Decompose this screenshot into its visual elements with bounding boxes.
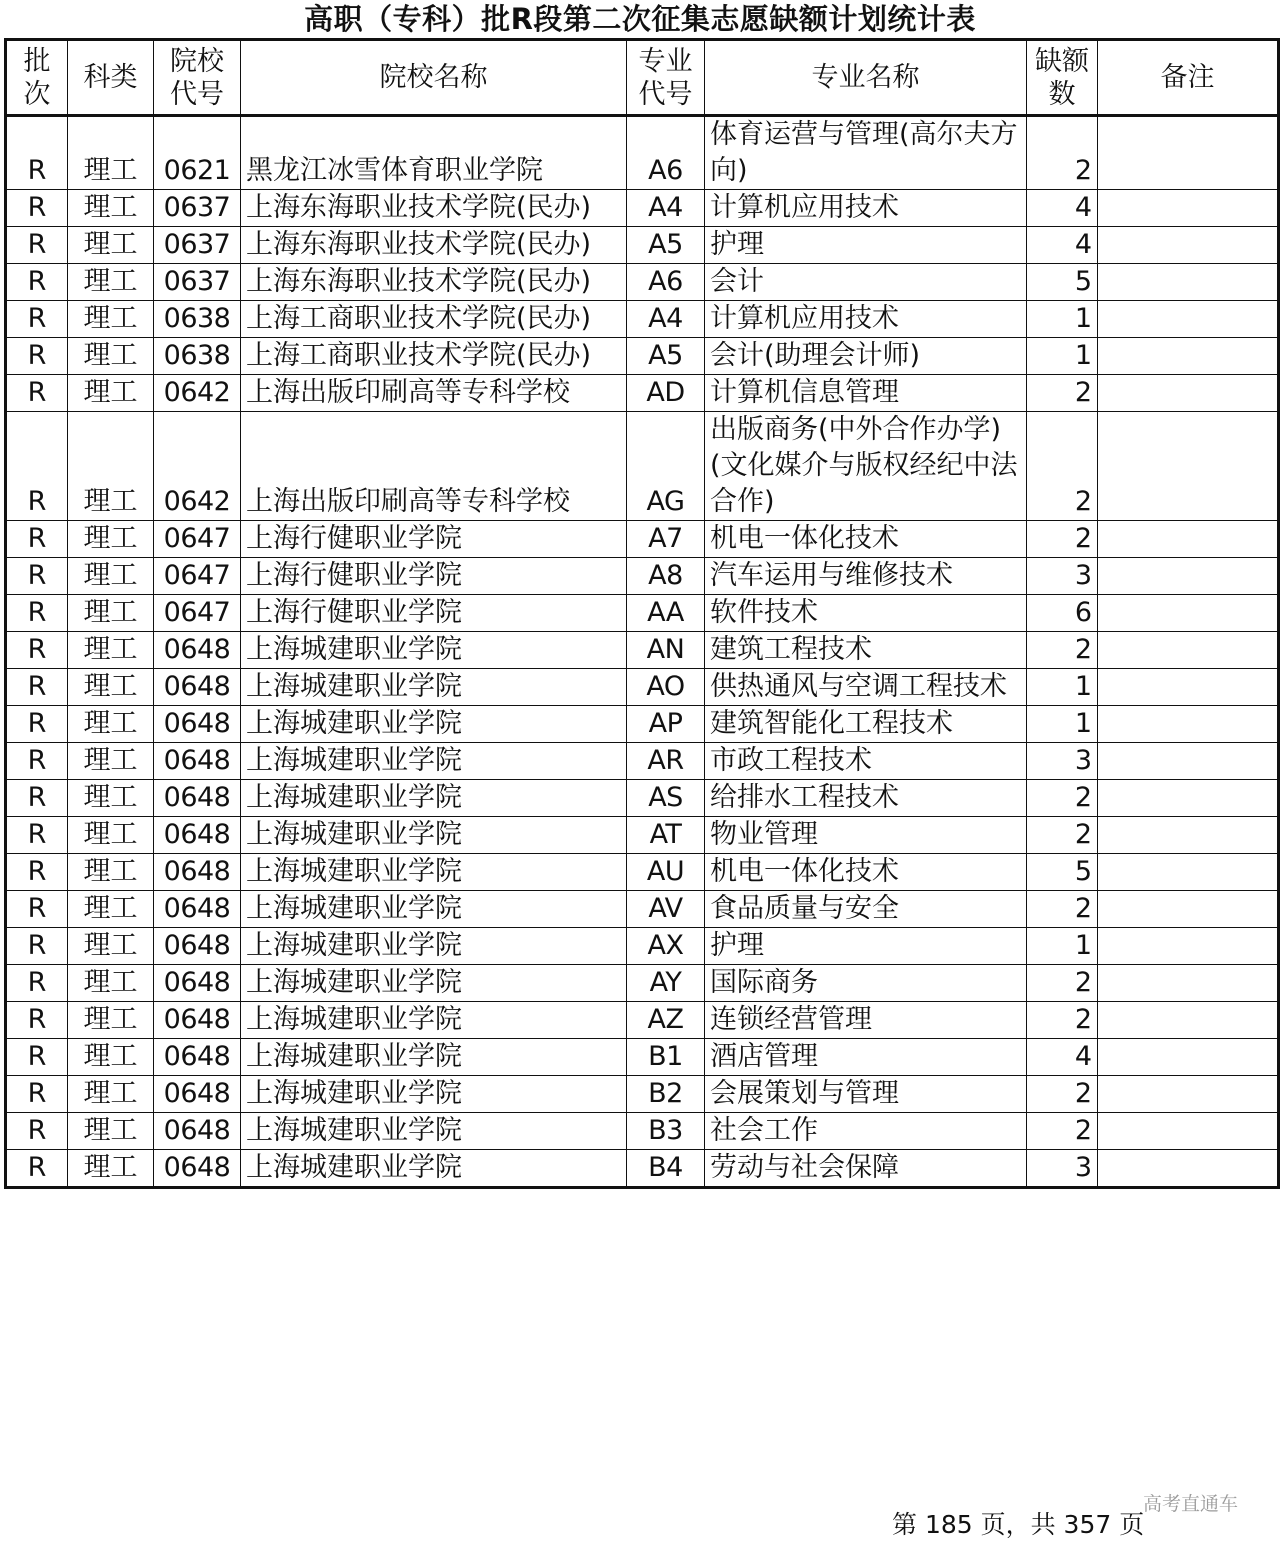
cell-school-code: 0647 — [154, 558, 241, 595]
table-row — [6, 1076, 1279, 1113]
table-row — [6, 632, 1279, 669]
header-batch: 批次 — [6, 40, 68, 116]
cell-batch: R — [6, 928, 68, 965]
cell-vacancy: 1 — [1027, 301, 1098, 338]
cell-remarks — [1098, 116, 1279, 190]
cell-school-name: 上海城建职业学院 — [241, 891, 627, 928]
cell-vacancy: 4 — [1027, 227, 1098, 264]
table-row — [6, 521, 1279, 558]
cell-major-code: B4 — [627, 1150, 705, 1188]
cell-school-name: 上海东海职业技术学院(民办) — [241, 227, 627, 264]
table-row — [6, 1002, 1279, 1039]
cell-vacancy: 2 — [1027, 632, 1098, 669]
cell-school-name: 上海城建职业学院 — [241, 965, 627, 1002]
cell-remarks — [1098, 558, 1279, 595]
cell-school-name: 上海城建职业学院 — [241, 1150, 627, 1188]
cell-school-code: 0638 — [154, 301, 241, 338]
cell-school-name: 上海城建职业学院 — [241, 854, 627, 891]
cell-school-code: 0648 — [154, 1113, 241, 1150]
table-row — [6, 338, 1279, 375]
cell-remarks — [1098, 264, 1279, 301]
table-row — [6, 301, 1279, 338]
cell-major-name: 软件技术 — [705, 595, 1027, 632]
page-number: 第 185 页，共 357 页 — [892, 1510, 1145, 1539]
cell-school-name: 上海行健职业学院 — [241, 521, 627, 558]
cell-major-name: 计算机应用技术 — [705, 301, 1027, 338]
cell-major-name: 国际商务 — [705, 965, 1027, 1002]
cell-batch: R — [6, 1039, 68, 1076]
cell-major-name: 会计 — [705, 264, 1027, 301]
cell-batch: R — [6, 301, 68, 338]
cell-category: 理工 — [68, 1150, 154, 1188]
cell-school-code: 0642 — [154, 375, 241, 412]
cell-batch: R — [6, 1002, 68, 1039]
cell-school-name: 上海城建职业学院 — [241, 743, 627, 780]
cell-vacancy: 2 — [1027, 375, 1098, 412]
cell-category: 理工 — [68, 743, 154, 780]
cell-category: 理工 — [68, 412, 154, 521]
cell-school-code: 0648 — [154, 780, 241, 817]
table-row — [6, 743, 1279, 780]
cell-batch: R — [6, 780, 68, 817]
cell-school-name: 上海城建职业学院 — [241, 928, 627, 965]
cell-school-name: 上海城建职业学院 — [241, 1076, 627, 1113]
cell-remarks — [1098, 301, 1279, 338]
cell-vacancy: 1 — [1027, 338, 1098, 375]
table-row — [6, 595, 1279, 632]
cell-school-code: 0648 — [154, 854, 241, 891]
cell-major-code: B1 — [627, 1039, 705, 1076]
cell-school-code: 0648 — [154, 669, 241, 706]
cell-vacancy: 5 — [1027, 854, 1098, 891]
cell-school-code: 0642 — [154, 412, 241, 521]
cell-vacancy: 1 — [1027, 706, 1098, 743]
cell-school-name: 上海城建职业学院 — [241, 1113, 627, 1150]
cell-vacancy: 2 — [1027, 1076, 1098, 1113]
cell-school-code: 0638 — [154, 338, 241, 375]
cell-remarks — [1098, 780, 1279, 817]
cell-major-name: 社会工作 — [705, 1113, 1027, 1150]
cell-batch: R — [6, 891, 68, 928]
cell-major-code: A5 — [627, 227, 705, 264]
cell-remarks — [1098, 1039, 1279, 1076]
cell-category: 理工 — [68, 116, 154, 190]
cell-school-name: 上海城建职业学院 — [241, 780, 627, 817]
cell-school-code: 0648 — [154, 743, 241, 780]
cell-major-name: 物业管理 — [705, 817, 1027, 854]
cell-category: 理工 — [68, 595, 154, 632]
cell-batch: R — [6, 965, 68, 1002]
cell-major-code: AO — [627, 669, 705, 706]
table-row — [6, 928, 1279, 965]
cell-major-name: 供热通风与空调工程技术 — [705, 669, 1027, 706]
cell-school-name: 上海城建职业学院 — [241, 669, 627, 706]
cell-school-code: 0648 — [154, 928, 241, 965]
cell-batch: R — [6, 854, 68, 891]
cell-major-code: AA — [627, 595, 705, 632]
cell-major-name: 护理 — [705, 928, 1027, 965]
cell-category: 理工 — [68, 558, 154, 595]
cell-batch: R — [6, 706, 68, 743]
cell-category: 理工 — [68, 1113, 154, 1150]
cell-category: 理工 — [68, 338, 154, 375]
table-row — [6, 965, 1279, 1002]
cell-remarks — [1098, 1002, 1279, 1039]
cell-category: 理工 — [68, 301, 154, 338]
cell-major-code: B2 — [627, 1076, 705, 1113]
cell-major-code: AT — [627, 817, 705, 854]
table-row — [6, 412, 1279, 521]
cell-vacancy: 2 — [1027, 116, 1098, 190]
cell-major-code: A4 — [627, 301, 705, 338]
cell-major-name: 机电一体化技术 — [705, 854, 1027, 891]
table-row — [6, 891, 1279, 928]
cell-major-name: 给排水工程技术 — [705, 780, 1027, 817]
cell-school-code: 0648 — [154, 965, 241, 1002]
cell-school-name: 上海工商职业技术学院(民办) — [241, 301, 627, 338]
table-row — [6, 1150, 1279, 1188]
table-row — [6, 375, 1279, 412]
cell-school-code: 0637 — [154, 227, 241, 264]
cell-major-name: 计算机应用技术 — [705, 190, 1027, 227]
cell-school-name: 上海城建职业学院 — [241, 1039, 627, 1076]
cell-major-name: 劳动与社会保障 — [705, 1150, 1027, 1188]
cell-major-code: AS — [627, 780, 705, 817]
cell-vacancy: 4 — [1027, 1039, 1098, 1076]
cell-batch: R — [6, 227, 68, 264]
cell-batch: R — [6, 558, 68, 595]
cell-major-name: 食品质量与安全 — [705, 891, 1027, 928]
cell-remarks — [1098, 1150, 1279, 1188]
cell-vacancy: 2 — [1027, 817, 1098, 854]
cell-batch: R — [6, 743, 68, 780]
table-row — [6, 116, 1279, 190]
cell-vacancy: 2 — [1027, 412, 1098, 521]
cell-major-name: 计算机信息管理 — [705, 375, 1027, 412]
cell-school-name: 上海东海职业技术学院(民办) — [241, 190, 627, 227]
cell-major-name: 护理 — [705, 227, 1027, 264]
cell-category: 理工 — [68, 227, 154, 264]
cell-batch: R — [6, 375, 68, 412]
cell-major-code: A5 — [627, 338, 705, 375]
cell-remarks — [1098, 375, 1279, 412]
cell-school-name: 上海东海职业技术学院(民办) — [241, 264, 627, 301]
cell-major-code: AY — [627, 965, 705, 1002]
cell-major-code: A7 — [627, 521, 705, 558]
cell-major-name: 汽车运用与维修技术 — [705, 558, 1027, 595]
cell-school-code: 0648 — [154, 1002, 241, 1039]
cell-school-code: 0647 — [154, 521, 241, 558]
cell-vacancy: 2 — [1027, 891, 1098, 928]
cell-remarks — [1098, 190, 1279, 227]
cell-major-code: AV — [627, 891, 705, 928]
cell-remarks — [1098, 706, 1279, 743]
cell-major-code: B3 — [627, 1113, 705, 1150]
cell-major-name: 酒店管理 — [705, 1039, 1027, 1076]
cell-batch: R — [6, 1113, 68, 1150]
cell-school-code: 0648 — [154, 891, 241, 928]
cell-vacancy: 1 — [1027, 928, 1098, 965]
cell-remarks — [1098, 854, 1279, 891]
cell-major-name: 出版商务(中外合作办学)(文化媒介与版权经纪中法合作) — [705, 412, 1027, 521]
cell-batch: R — [6, 669, 68, 706]
cell-school-name: 上海行健职业学院 — [241, 558, 627, 595]
cell-major-code: A6 — [627, 116, 705, 190]
table-row — [6, 706, 1279, 743]
cell-vacancy: 3 — [1027, 1150, 1098, 1188]
cell-category: 理工 — [68, 854, 154, 891]
header-school-code: 院校代号 — [154, 40, 241, 116]
cell-category: 理工 — [68, 1002, 154, 1039]
cell-remarks — [1098, 595, 1279, 632]
table-row — [6, 817, 1279, 854]
cell-category: 理工 — [68, 669, 154, 706]
cell-major-code: A4 — [627, 190, 705, 227]
watermark: 高考直通车 — [1143, 1493, 1239, 1515]
table-row — [6, 1113, 1279, 1150]
cell-category: 理工 — [68, 521, 154, 558]
cell-school-code: 0648 — [154, 1039, 241, 1076]
cell-vacancy: 2 — [1027, 1002, 1098, 1039]
cell-major-name: 市政工程技术 — [705, 743, 1027, 780]
cell-vacancy: 2 — [1027, 780, 1098, 817]
cell-school-name: 上海城建职业学院 — [241, 632, 627, 669]
cell-batch: R — [6, 190, 68, 227]
cell-major-name: 建筑工程技术 — [705, 632, 1027, 669]
cell-remarks — [1098, 817, 1279, 854]
cell-remarks — [1098, 227, 1279, 264]
cell-vacancy: 5 — [1027, 264, 1098, 301]
cell-school-name: 上海城建职业学院 — [241, 706, 627, 743]
cell-school-code: 0648 — [154, 817, 241, 854]
cell-school-code: 0648 — [154, 1076, 241, 1113]
cell-major-code: AP — [627, 706, 705, 743]
cell-category: 理工 — [68, 891, 154, 928]
cell-major-code: AG — [627, 412, 705, 521]
cell-school-code: 0648 — [154, 706, 241, 743]
cell-batch: R — [6, 116, 68, 190]
cell-major-code: AU — [627, 854, 705, 891]
cell-remarks — [1098, 412, 1279, 521]
cell-category: 理工 — [68, 817, 154, 854]
cell-remarks — [1098, 743, 1279, 780]
cell-major-name: 建筑智能化工程技术 — [705, 706, 1027, 743]
table-row — [6, 190, 1279, 227]
cell-major-name: 体育运营与管理(高尔夫方向) — [705, 116, 1027, 190]
cell-category: 理工 — [68, 928, 154, 965]
table-row — [6, 227, 1279, 264]
cell-batch: R — [6, 521, 68, 558]
table-row — [6, 1039, 1279, 1076]
cell-remarks — [1098, 521, 1279, 558]
cell-category: 理工 — [68, 190, 154, 227]
cell-batch: R — [6, 595, 68, 632]
cell-batch: R — [6, 632, 68, 669]
cell-school-code: 0648 — [154, 1150, 241, 1188]
header-vacancy: 缺额数 — [1027, 40, 1098, 116]
cell-category: 理工 — [68, 1076, 154, 1113]
cell-major-code: AX — [627, 928, 705, 965]
table-row — [6, 558, 1279, 595]
cell-major-name: 会展策划与管理 — [705, 1076, 1027, 1113]
cell-school-name: 上海城建职业学院 — [241, 817, 627, 854]
cell-school-code: 0648 — [154, 632, 241, 669]
header-category: 科类 — [68, 40, 154, 116]
cell-batch: R — [6, 1150, 68, 1188]
cell-school-name: 上海行健职业学院 — [241, 595, 627, 632]
header-school-name: 院校名称 — [241, 40, 627, 116]
cell-vacancy: 2 — [1027, 965, 1098, 1002]
table-row — [6, 854, 1279, 891]
cell-batch: R — [6, 264, 68, 301]
cell-vacancy: 6 — [1027, 595, 1098, 632]
cell-school-name: 上海出版印刷高等专科学校 — [241, 412, 627, 521]
cell-category: 理工 — [68, 965, 154, 1002]
cell-school-name: 上海工商职业技术学院(民办) — [241, 338, 627, 375]
cell-remarks — [1098, 669, 1279, 706]
cell-school-code: 0647 — [154, 595, 241, 632]
cell-remarks — [1098, 338, 1279, 375]
cell-vacancy: 4 — [1027, 190, 1098, 227]
table-header-row — [6, 40, 1279, 116]
cell-school-name: 上海出版印刷高等专科学校 — [241, 375, 627, 412]
table-body — [6, 116, 1279, 1188]
cell-major-code: AN — [627, 632, 705, 669]
cell-major-code: A8 — [627, 558, 705, 595]
header-major-name: 专业名称 — [705, 40, 1027, 116]
cell-major-name: 连锁经营管理 — [705, 1002, 1027, 1039]
cell-remarks — [1098, 1113, 1279, 1150]
cell-vacancy: 3 — [1027, 743, 1098, 780]
cell-vacancy: 2 — [1027, 1113, 1098, 1150]
cell-category: 理工 — [68, 1039, 154, 1076]
cell-batch: R — [6, 817, 68, 854]
cell-major-code: AR — [627, 743, 705, 780]
table-row — [6, 780, 1279, 817]
cell-major-name: 机电一体化技术 — [705, 521, 1027, 558]
cell-remarks — [1098, 1076, 1279, 1113]
cell-batch: R — [6, 338, 68, 375]
cell-major-code: A6 — [627, 264, 705, 301]
cell-remarks — [1098, 891, 1279, 928]
cell-remarks — [1098, 632, 1279, 669]
cell-school-code: 0621 — [154, 116, 241, 190]
cell-category: 理工 — [68, 264, 154, 301]
cell-major-name: 会计(助理会计师) — [705, 338, 1027, 375]
cell-vacancy: 1 — [1027, 669, 1098, 706]
cell-category: 理工 — [68, 632, 154, 669]
cell-batch: R — [6, 1076, 68, 1113]
table-row — [6, 264, 1279, 301]
cell-school-name: 上海城建职业学院 — [241, 1002, 627, 1039]
cell-remarks — [1098, 965, 1279, 1002]
cell-batch: R — [6, 412, 68, 521]
cell-school-code: 0637 — [154, 264, 241, 301]
cell-vacancy: 3 — [1027, 558, 1098, 595]
cell-major-code: AD — [627, 375, 705, 412]
cell-remarks — [1098, 928, 1279, 965]
cell-major-code: AZ — [627, 1002, 705, 1039]
table-row — [6, 669, 1279, 706]
cell-school-code: 0637 — [154, 190, 241, 227]
cell-school-name: 黑龙江冰雪体育职业学院 — [241, 116, 627, 190]
page-title: 高职（专科）批R段第二次征集志愿缺额计划统计表 — [304, 2, 976, 36]
cell-category: 理工 — [68, 375, 154, 412]
header-remarks: 备注 — [1098, 40, 1279, 116]
vacancy-table — [4, 38, 1280, 1189]
cell-vacancy: 2 — [1027, 521, 1098, 558]
header-major-code: 专业代号 — [627, 40, 705, 116]
cell-category: 理工 — [68, 706, 154, 743]
cell-category: 理工 — [68, 780, 154, 817]
